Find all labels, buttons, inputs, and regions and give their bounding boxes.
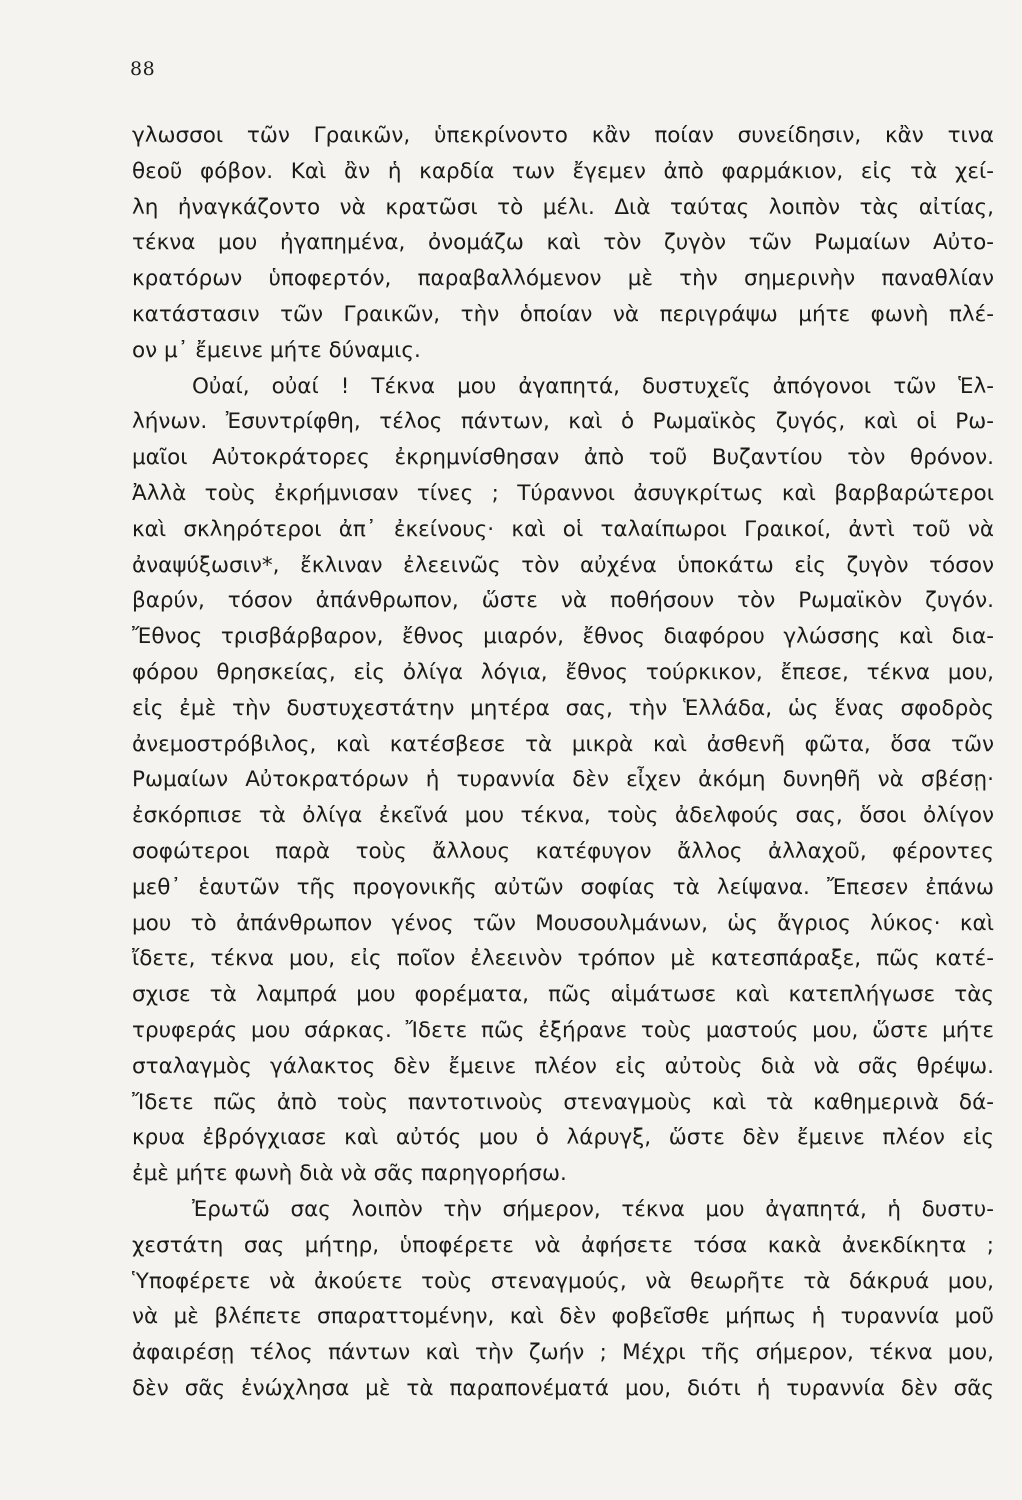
text-line: χεστάτη σας μήτηρ, ὑποφέρετε νὰ ἀφήσετε τόσα κακὰ ἀνεκδίκητα ;: [132, 1232, 994, 1258]
text-line: μεθ᾽ ἑαυτῶν τῆς προγονικῆς αὐτῶν σοφίας τὰ λείψανα. Ἔπεσεν ἐπάνω: [132, 874, 994, 900]
text-line: ον μ᾽ ἔμεινε μήτε δύναμις.: [132, 337, 421, 363]
text-line: τρυφεράς μου σάρκας. Ἴδετε πῶς ἐξήρανε τοὺς μαστούς μου, ὥστε μήτε: [132, 1017, 994, 1043]
text-line: Ὑποφέρετε νὰ ἀκούετε τοὺς στεναγμούς, νὰ θεωρῆτε τὰ δάκρυά μου,: [132, 1268, 994, 1294]
text-line: Ἔθνος τρισβάρβαρον, ἔθνος μιαρόν, ἔθνος διαφόρου γλώσσης καὶ δια-: [132, 624, 994, 650]
text-line: κατάστασιν τῶν Γραικῶν, τὴν ὁποίαν νὰ περιγράψω μήτε φωνὴ πλέ-: [132, 301, 994, 327]
text-line: βαρύν, τόσον ἀπάνθρωπον, ὥστε νὰ ποθήσουν τὸν Ρωμαϊκὸν ζυγόν.: [132, 588, 994, 614]
text-line: λήνων. Ἐσυντρίφθη, τέλος πάντων, καὶ ὁ Ρωμαϊκὸς ζυγός, καὶ οἱ Ρω-: [132, 409, 994, 435]
text-line: ἐμὲ μήτε φωνὴ διὰ νὰ σᾶς παρηγορήσω.: [132, 1161, 567, 1187]
text-line: σοφώτεροι παρὰ τοὺς ἄλλους κατέφυγον ἄλλος ἀλλαχοῦ, φέροντες: [132, 838, 994, 864]
text-line: γλωσσοι τῶν Γραικῶν, ὑπεκρίνοντο κἂν ποίαν συνείδησιν, κἂν τινα: [132, 123, 994, 148]
text-line: φόρου θρησκείας, εἰς ὀλίγα λόγια, ἔθνος τούρκικον, ἔπεσε, τέκνα μου,: [132, 659, 994, 685]
text-line: Ἴδετε πῶς ἀπὸ τοὺς παντοτινοὺς στεναγμοὺς καὶ τὰ καθημερινὰ δά-: [132, 1089, 994, 1115]
text-line: ἀφαιρέσῃ τέλος πάντων καὶ τὴν ζωήν ; Μέχρι τῆς σήμερον, τέκνα μου,: [132, 1340, 994, 1366]
text-line: ἴδετε, τέκνα μου, εἰς ποῖον ἐλεεινὸν τρόπον μὲ κατεσπάραξε, πῶς κατέ-: [132, 946, 994, 972]
text-line: Ρωμαίων Αὐτοκρατόρων ἡ τυραννία δὲν εἶχεν ἀκόμη δυνηθῆ νὰ σβέσῃ·: [132, 767, 994, 793]
text-line: λη ἠναγκάζοντο νὰ κρατῶσι τὸ μέλι. Διὰ ταύτας λοιπὸν τὰς αἰτίας,: [132, 194, 994, 220]
text-line: θεοῦ φόβον. Καὶ ἂν ἡ καρδία των ἔγεμεν ἀπὸ φαρμάκιον, εἰς τὰ χεί-: [132, 158, 994, 184]
text-line: μου τὸ ἀπάνθρωπον γένος τῶν Μουσουλμάνων, ὡς ἄγριος λύκος· καὶ: [132, 910, 994, 936]
text-line: εἰς ἐμὲ τὴν δυστυχεστάτην μητέρα σας, τὴν Ἑλλάδα, ὡς ἕνας σφοδρὸς: [132, 695, 994, 721]
body-text: [132, 118, 994, 1407]
text-line: ἐσκόρπισε τὰ ὀλίγα ἐκεῖνά μου τέκνα, τοὺς ἀδελφούς σας, ὅσοι ὀλίγον: [132, 803, 994, 829]
text-line: σχισε τὰ λαμπρά μου φορέματα, πῶς αἱμάτωσε καὶ κατεπλήγωσε τὰς: [132, 982, 994, 1008]
text-line: δὲν σᾶς ἐνώχλησα μὲ τὰ παραπονέματά μου, διότι ἡ τυραννία δὲν σᾶς: [132, 1375, 994, 1401]
text-line: κρυα ἐβρόγχιασε καὶ αὐτός μου ὁ λάρυγξ, ὥστε δὲν ἔμεινε πλέον εἰς: [132, 1125, 994, 1151]
text-line: ἀναψύξωσιν*, ἔκλιναν ἐλεεινῶς τὸν αὐχένα ὑποκάτω εἰς ζυγὸν τόσον: [132, 552, 994, 578]
text-line: Ἀλλὰ τοὺς ἐκρήμνισαν τίνες ; Τύραννοι ἀσυγκρίτως καὶ βαρβαρώτεροι: [132, 480, 994, 506]
text-line: μαῖοι Αὐτοκράτορες ἐκρημνίσθησαν ἀπὸ τοῦ Βυζαντίου τὸν θρόνον.: [132, 445, 994, 471]
text-line: τέκνα μου ἠγαπημένα, ὀνομάζω καὶ τὸν ζυγὸν τῶν Ρωμαίων Αὐτο-: [132, 230, 994, 256]
text-line: νὰ μὲ βλέπετε σπαραττομένην, καὶ δὲν φοβεῖσθε μήπως ἡ τυραννία μοῦ: [132, 1304, 994, 1330]
page-number: 88: [130, 58, 156, 80]
text-line: ἀνεμοστρόβιλος, καὶ κατέσβεσε τὰ μικρὰ καὶ ἀσθενῆ φῶτα, ὅσα τῶν: [132, 731, 994, 757]
text-line: καὶ σκληρότεροι ἀπ᾽ ἐκείνους· καὶ οἱ ταλαίπωροι Γραικοί, ἀντὶ τοῦ νὰ: [132, 516, 994, 542]
text-line: Οὐαί, οὐαί ! Τέκνα μου ἀγαπητά, δυστυχεῖς ἀπόγονοι τῶν Ἑλ-: [192, 373, 994, 399]
text-line: σταλαγμὸς γάλακτος δὲν ἔμεινε πλέον εἰς αὐτοὺς διὰ νὰ σᾶς θρέψω.: [132, 1053, 994, 1079]
text-line: Ἐρωτῶ σας λοιπὸν τὴν σήμερον, τέκνα μου ἀγαπητά, ἡ δυστυ-: [192, 1196, 994, 1222]
text-line: κρατόρων ὑποφερτόν, παραβαλλόμενον μὲ τὴν σημερινὴν παναθλίαν: [132, 266, 994, 292]
